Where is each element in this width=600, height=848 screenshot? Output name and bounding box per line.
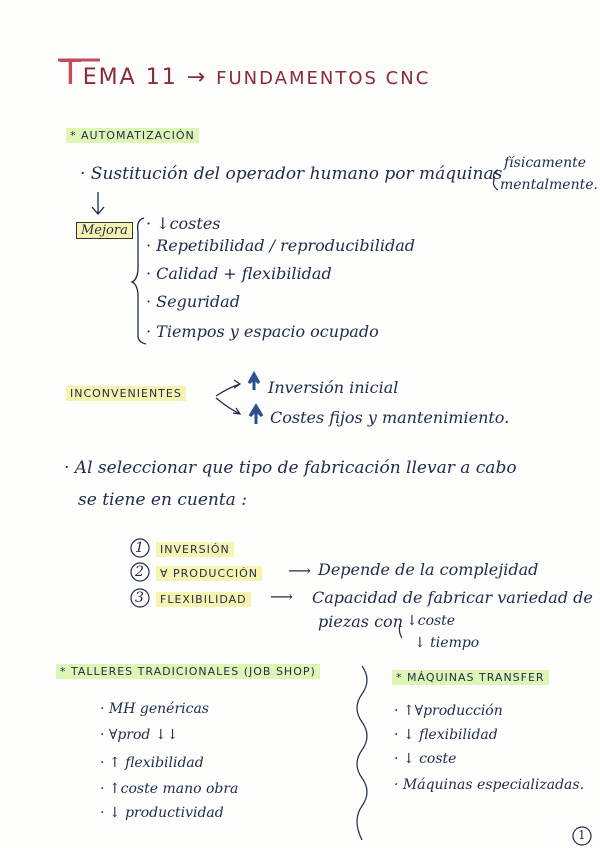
transfer-item: · ↓ flexibilidad xyxy=(394,727,498,743)
factor-tiempo: ↓ tiempo xyxy=(414,635,480,651)
factor-desc: Depende de la complejidad xyxy=(318,560,539,579)
up-arrow-icon xyxy=(250,406,262,424)
title-arrow: → xyxy=(186,65,208,90)
inconveniente-item: Inversión inicial xyxy=(268,378,399,397)
talleres-item: · ↑ flexibilidad xyxy=(100,755,204,771)
mental-text: mentalmente. xyxy=(500,177,598,193)
talleres-item: · MH genéricas xyxy=(100,701,209,717)
mejora-item: · Calidad + flexibilidad xyxy=(146,264,332,283)
arrow-icon xyxy=(216,380,240,396)
mejora-item: · ↓costes xyxy=(146,214,221,233)
title-number: EMA 11 xyxy=(82,65,178,90)
factor-number: 3 xyxy=(135,590,144,606)
seleccion-line2: se tiene en cuenta : xyxy=(78,490,247,510)
talleres-item: · ↓ productividad xyxy=(100,805,224,821)
factor-number: 1 xyxy=(135,540,144,556)
talleres-heading: * TALLERES TRADICIONALES (JOB SHOP) xyxy=(56,664,320,679)
talleres-item: · ∀prod ↓↓ xyxy=(100,727,179,743)
sustitucion-text: · Sustitución del operador humano por máquinas xyxy=(80,164,503,184)
mejora-item: · Seguridad xyxy=(146,292,240,311)
transfer-heading: * MÁQUINAS TRANSFER xyxy=(392,670,549,685)
down-arrow-icon xyxy=(92,192,104,214)
mejora-label: Mejora xyxy=(76,222,133,239)
page-title xyxy=(60,53,431,93)
transfer-item: · Máquinas especializadas. xyxy=(394,777,585,793)
title-subject: FUNDAMENTOS CNC xyxy=(216,68,431,89)
divider xyxy=(357,666,367,840)
factor-coste: ↓coste xyxy=(406,613,456,629)
mejora-item: · Repetibilidad / reproducibilidad xyxy=(146,236,416,255)
factor-desc: piezas con xyxy=(318,612,403,631)
factor-desc: Capacidad de fabricar variedad de xyxy=(312,588,593,607)
seleccion-line1: · Al seleccionar que tipo de fabricación llevar a cabo xyxy=(64,458,517,478)
automatizacion-heading: * AUTOMATIZACIÓN xyxy=(66,128,199,143)
arrow-icon xyxy=(216,398,240,414)
fisica-text: físicamente xyxy=(504,155,586,171)
transfer-item: · ↑∀producción xyxy=(394,703,503,719)
factor-label: ∀ PRODUCCIÓN xyxy=(156,566,262,581)
up-arrow-icon xyxy=(249,374,259,390)
factor-arrow: ⟶ xyxy=(270,587,293,606)
factor-label: INVERSIÓN xyxy=(156,542,234,557)
mejora-item: · Tiempos y espacio ocupado xyxy=(146,322,379,341)
page-number: 1 xyxy=(578,828,586,842)
inconvenientes-label: INCONVENIENTES xyxy=(66,386,186,401)
factor-arrow: ⟶ xyxy=(288,561,311,580)
talleres-item: · ↑coste mano obra xyxy=(100,781,239,797)
factor-number: 2 xyxy=(135,564,144,580)
inconveniente-item: Costes fijos y mantenimiento. xyxy=(270,408,510,427)
transfer-item: · ↓ coste xyxy=(394,751,457,767)
factor-label: FLEXIBILIDAD xyxy=(156,592,251,607)
title-letter: T xyxy=(60,53,83,93)
brace-icon xyxy=(132,218,146,344)
